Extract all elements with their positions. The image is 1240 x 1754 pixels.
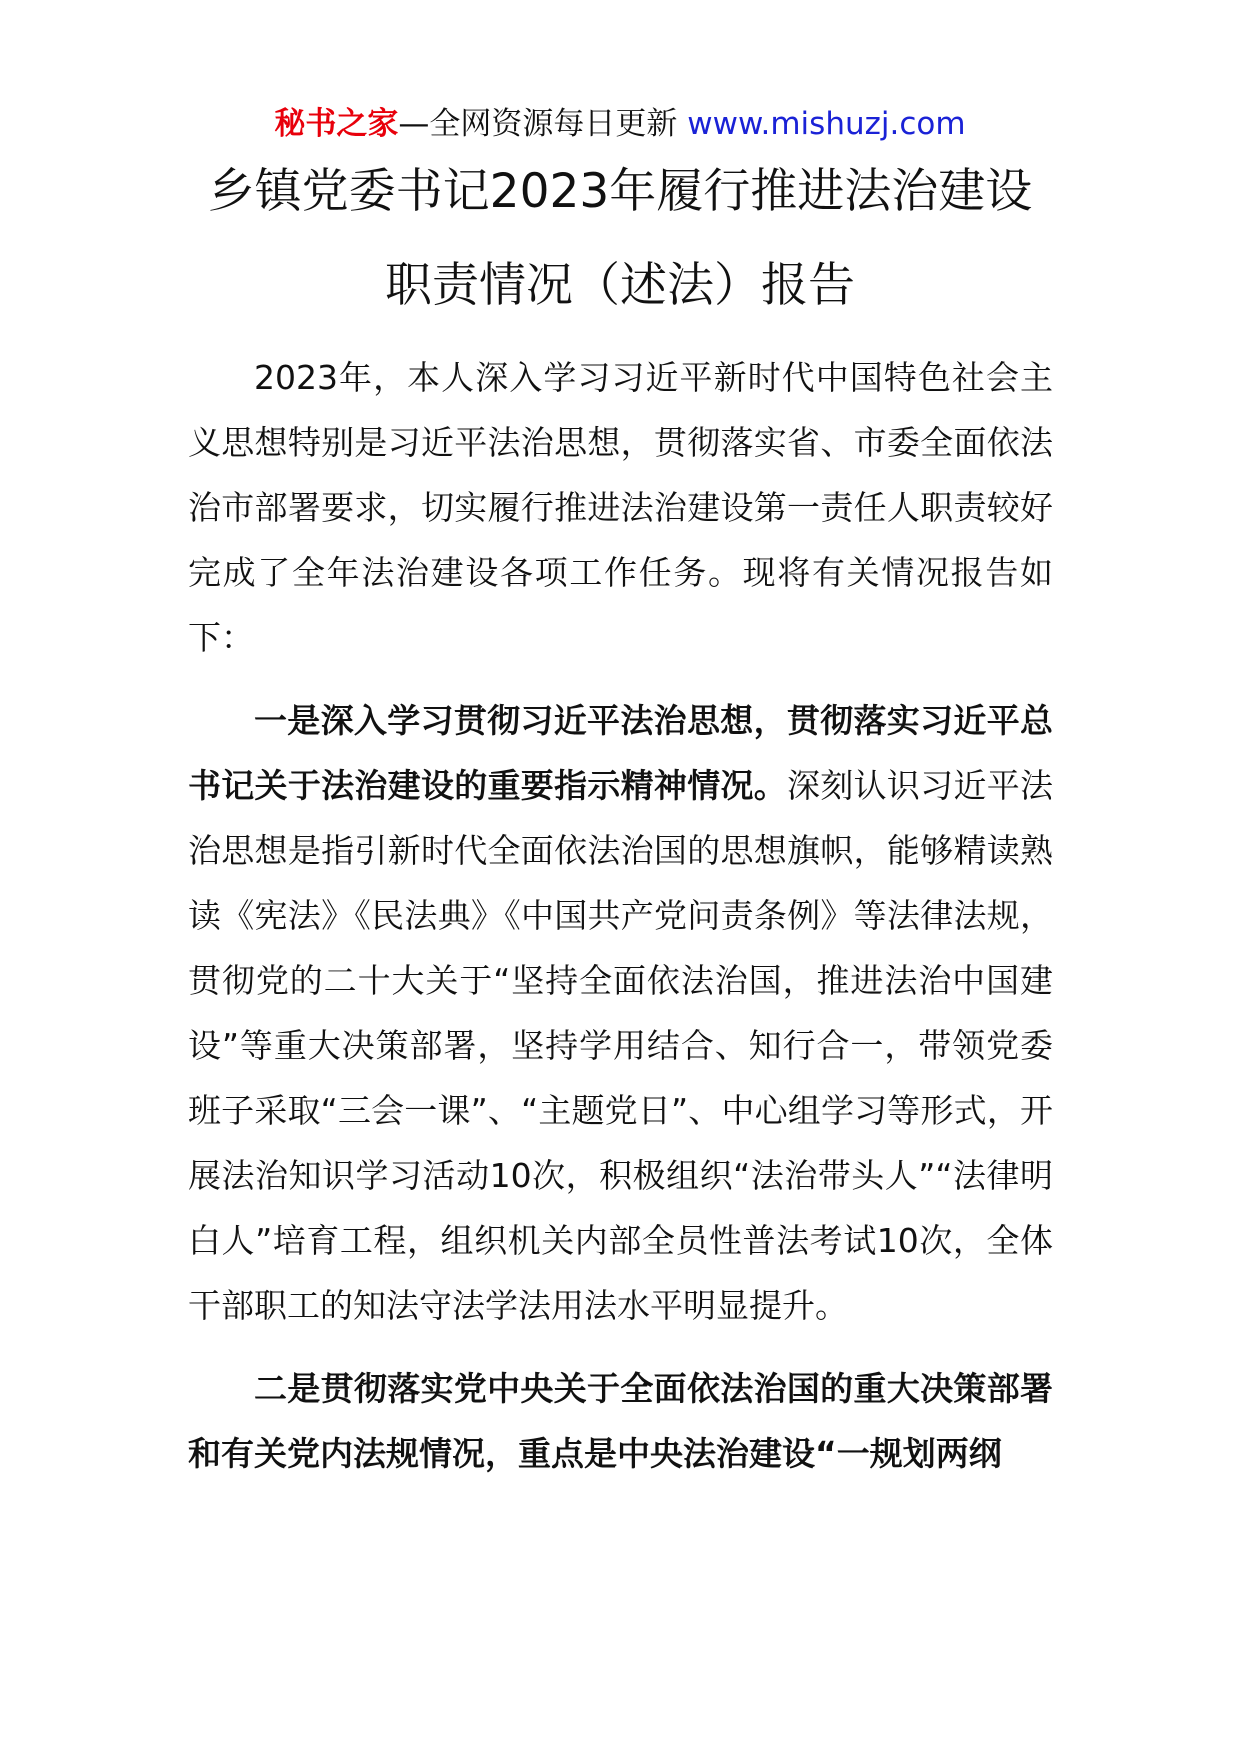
site-url-link[interactable]: www.mishuzj.com	[687, 106, 966, 142]
document-body	[188, 345, 1053, 1504]
document-title-line-2: 职责情况（述法）报告	[385, 258, 855, 313]
paragraph-text: 深刻认识习近平法治思想是指引新时代全面依法治国的思想旗帜，能够精读熟读《宪法》《民法典》《中国共产党问责条例》等法律法规，贯彻党的二十大关于“坚持全面依法治国，推进法治中国建设”等重大决策部署，坚持学用结合、知行合一，带领党委班子采取“三会一课”、“主题党日”、中心组学习等形式，开展法治知识学习活动10次，积极组织“法治带头人”“法律明白人”培育工程，组织机关内部全员性普法考试10次，全体干部职工的知法守法学法用法水平明显提升。	[188, 766, 1054, 1325]
brand-name: 秘书之家	[274, 106, 399, 142]
section-heading: 二是贯彻落实党中央关于全面依法治国的重大决策部署和有关党内法规情况，重点是中央法治建设“一规划两纲	[188, 1369, 1053, 1473]
intro-paragraph	[188, 345, 1053, 670]
site-header	[0, 102, 1240, 146]
section-heading: 一是深入学习贯彻习近平法治思想，贯彻落实习近平总书记关于法治建设的重要指示精神情况。	[188, 701, 1053, 805]
document-title-line-1: 乡镇党委书记2023年履行推进法治建设	[207, 164, 1033, 219]
paragraph-text: 2023年，本人深入学习习近平新时代中国特色社会主义思想特别是习近平法治思想，贯彻落实省、市委全面依法治市部署要求，切实履行推进法治建设第一责任人职责较好完成了全年法治建设各项工作任务。现将有关情况报告如下：	[188, 358, 1053, 657]
section-two-paragraph	[188, 1356, 1053, 1486]
header-tagline: —全网资源每日更新	[398, 106, 678, 142]
section-one-paragraph	[188, 688, 1053, 1338]
